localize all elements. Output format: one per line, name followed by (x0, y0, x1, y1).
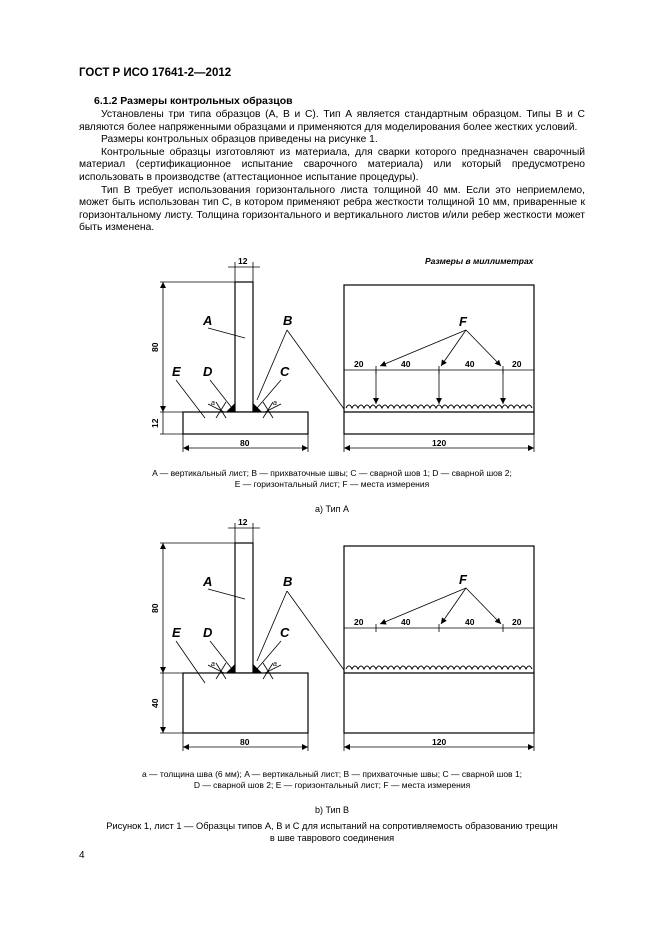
dim-length: 120 (432, 737, 447, 747)
label-weld-a: a (273, 661, 277, 668)
figure-caption (79, 820, 585, 844)
paragraph: Тип В требует использования горизонтального листа толщиной 40 мм. Если это неприемлемо, может быть использован тип С, в котором применяют ребра жесткости толщиной 10 мм, приваренные к горизонтальному листу. Толщина горизонтального и вертикального листов и/или ребер жесткости может быть изменена. (79, 184, 585, 234)
figure-b (150, 517, 534, 751)
label-a: A (203, 574, 213, 589)
label-b: B (283, 574, 293, 589)
spacing-value: 40 (465, 617, 475, 627)
figure-a-subcaption: а) Тип А (314, 504, 349, 514)
caption-line: Рисунок 1, лист 1 — Образцы типов А, В и С для испытаний на сопротивляемость образованию трещин (106, 821, 558, 831)
label-a: A (203, 313, 213, 328)
dim-height: 80 (150, 603, 160, 613)
paragraph: Размеры контрольных образцов приведены на рисунке 1. (101, 134, 378, 146)
legend-line: A — вертикальный лист; B — прихваточные швы; C — сварной шов 1; D — сварной шов 2; (152, 468, 512, 478)
label-b: B (283, 313, 293, 328)
label-weld-a: a (273, 400, 277, 407)
dim-width: 80 (240, 438, 250, 448)
label-f: F (459, 314, 467, 329)
label-d: D (203, 364, 213, 379)
label-c: C (280, 625, 290, 640)
dim-height: 80 (150, 342, 160, 352)
label-weld-a: a (211, 661, 215, 668)
spacing-value: 40 (465, 359, 475, 369)
spacing-value: 40 (401, 617, 411, 627)
figure-b-subcaption: b) Тип В (314, 805, 349, 815)
section-title: 6.1.2 Размеры контрольных образцов (94, 95, 293, 107)
units-note: Размеры в миллиметрах (425, 256, 534, 266)
spacing-value: 20 (354, 617, 364, 627)
label-c: C (280, 364, 290, 379)
legend-line: a — толщина шва (6 мм); A — вертикальный лист; B — прихваточные швы; C — сварной шов 1; (141, 769, 523, 779)
weld-d (226, 664, 235, 673)
figure-a (150, 256, 534, 452)
spacing-value: 40 (401, 359, 411, 369)
page-number: 4 (79, 850, 85, 861)
vertical-plate (235, 282, 253, 412)
side-view-outline (344, 546, 534, 733)
spacing-value: 20 (512, 359, 522, 369)
label-e: E (172, 364, 181, 379)
dim-thickness: 12 (238, 517, 248, 527)
figure-a-legend (79, 468, 585, 490)
dim-length: 120 (432, 438, 447, 448)
weld-d (226, 403, 235, 412)
document-header: ГОСТ Р ИСО 17641-2—2012 (79, 67, 232, 79)
label-f: F (459, 572, 467, 587)
dim-thickness: 12 (238, 256, 248, 266)
spacing-value: 20 (354, 359, 364, 369)
label-weld-a: a (211, 400, 215, 407)
horizontal-plate (183, 673, 308, 733)
dim-plate-thickness: 12 (150, 418, 160, 428)
dim-width: 80 (240, 737, 250, 747)
horizontal-plate (183, 412, 308, 434)
legend-line: E — горизонтальный лист; F — места измерения (234, 479, 430, 489)
legend-line: D — сварной шов 2; E — горизонтальный лист; F — места измерения (193, 780, 471, 790)
vertical-plate (235, 543, 253, 673)
caption-line: в шве таврового соединения (269, 833, 395, 843)
paragraph: Установлены три типа образцов (А, В и С). Тип А является стандартным образцом. Типы В и С являются более напряженными образцами и применяются для моделирования более жестких условий. (79, 109, 585, 133)
paragraph: Контрольные образцы изготовляют из материала, для сварки которого предназначен сварочный материал (сертификационное испытание сварочного материала) или который предусмотрено использовать в производстве (аттестационное испытание процедуры). (79, 146, 585, 183)
label-e: E (172, 625, 181, 640)
label-d: D (203, 625, 213, 640)
dim-plate-thickness: 40 (150, 698, 160, 708)
spacing-value: 20 (512, 617, 522, 627)
figure-b-legend (79, 769, 585, 791)
